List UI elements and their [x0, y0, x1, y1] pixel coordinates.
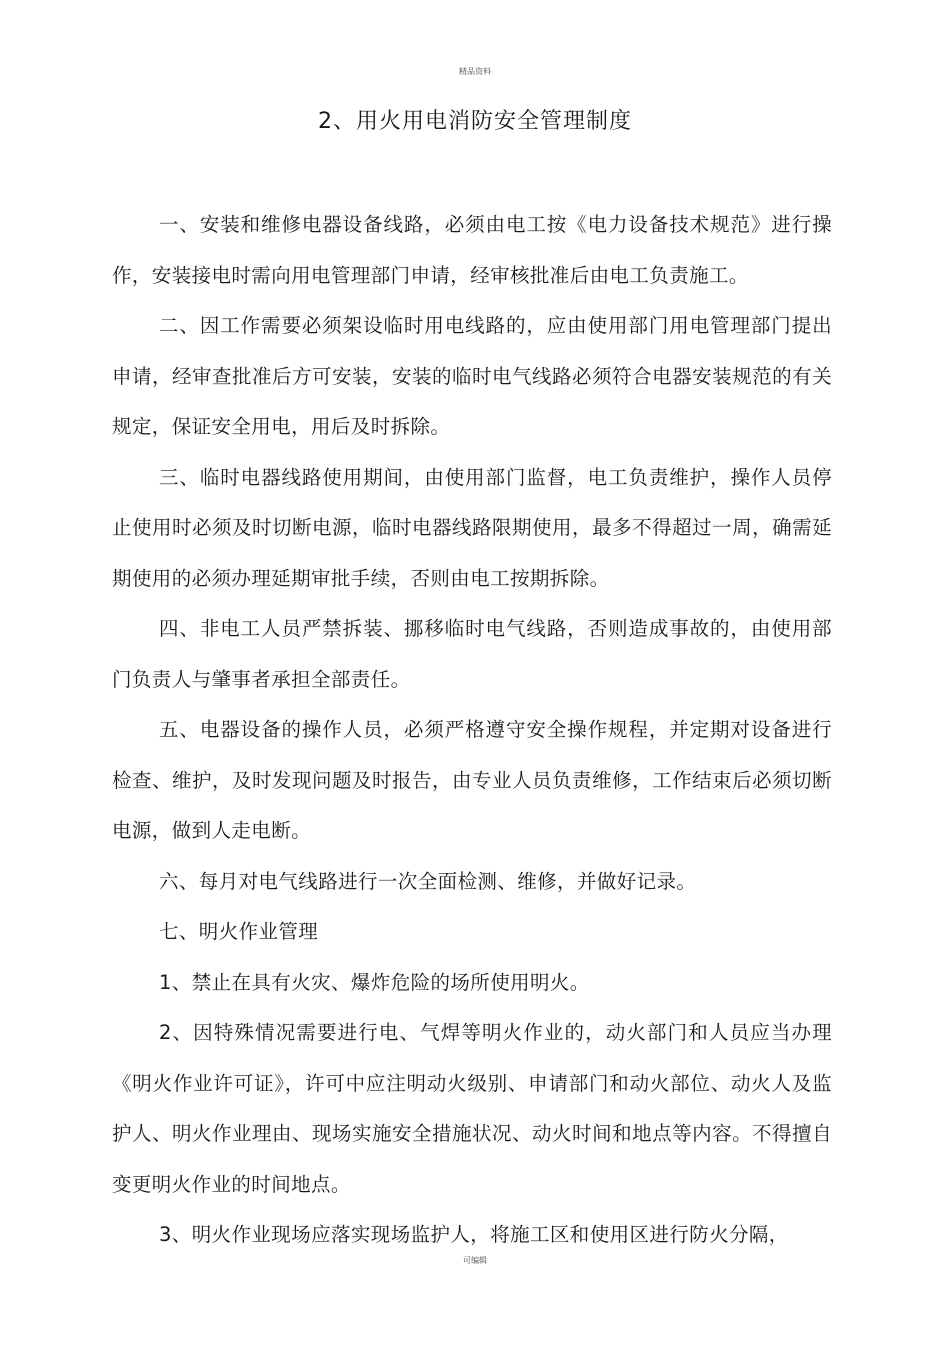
paragraph-4: 四、非电工人员严禁拆装、挪移临时电气线路，否则造成事故的，由使用部门负责人与肇事者承担全部责任。 — [112, 617, 832, 691]
paragraph-8: 1、禁止在具有火灾、爆炸危险的场所使用明火。 — [159, 970, 590, 994]
paragraph-7: 七、明火作业管理 — [159, 920, 319, 943]
footer-note: 可编辑 — [463, 1256, 487, 1265]
paragraph-5: 五、电器设备的操作人员，必须严格遵守安全操作规程，并定期对设备进行检查、维护，及时发现问题及时报告，由专业人员负责维修，工作结束后必须切断电源，做到人走电断。 — [112, 718, 832, 842]
paragraph-10: 3、明火作业现场应落实现场监护人，将施工区和使用区进行防火分隔， — [159, 1223, 789, 1246]
paragraph-3: 三、临时电器线路使用期间，由使用部门监督，电工负责维护，操作人员停止使用时必须及时切断电源，临时电器线路限期使用，最多不得超过一周，确需延期使用的必须办理延期审批手续，否则由电工按期拆除。 — [112, 465, 832, 590]
paragraph-1: 一、安装和维修电器设备线路，必须由电工按《电力设备技术规范》进行操作，安装接电时需向用电管理部门申请，经审核批准后由电工负责施工。 — [112, 213, 832, 287]
paragraph-2: 二、因工作需要必须架设临时用电线路的，应由使用部门用电管理部门提出申请，经审查批准后方可安装，安装的临时电气线路必须符合电器安装规范的有关规定，保证安全用电，用后及时拆除。 — [112, 314, 832, 438]
document-title: 2、用火用电消防安全管理制度 — [318, 109, 632, 134]
paragraph-6: 六、每月对电气线路进行一次全面检测、维修，并做好记录。 — [159, 869, 697, 893]
document-body — [112, 200, 832, 1261]
header-note: 精品资料 — [459, 67, 491, 76]
paragraph-9: 2、因特殊情况需要进行电、气焊等明火作业的，动火部门和人员应当办理《明火作业许可证》，许可中应注明动火级别、申请部门和动火部位、动火人及监护人、明火作业理由、现场实施安全措施状况、动火时间和地点等内容。不得擅自变更明火作业的时间地点。 — [112, 1021, 832, 1196]
